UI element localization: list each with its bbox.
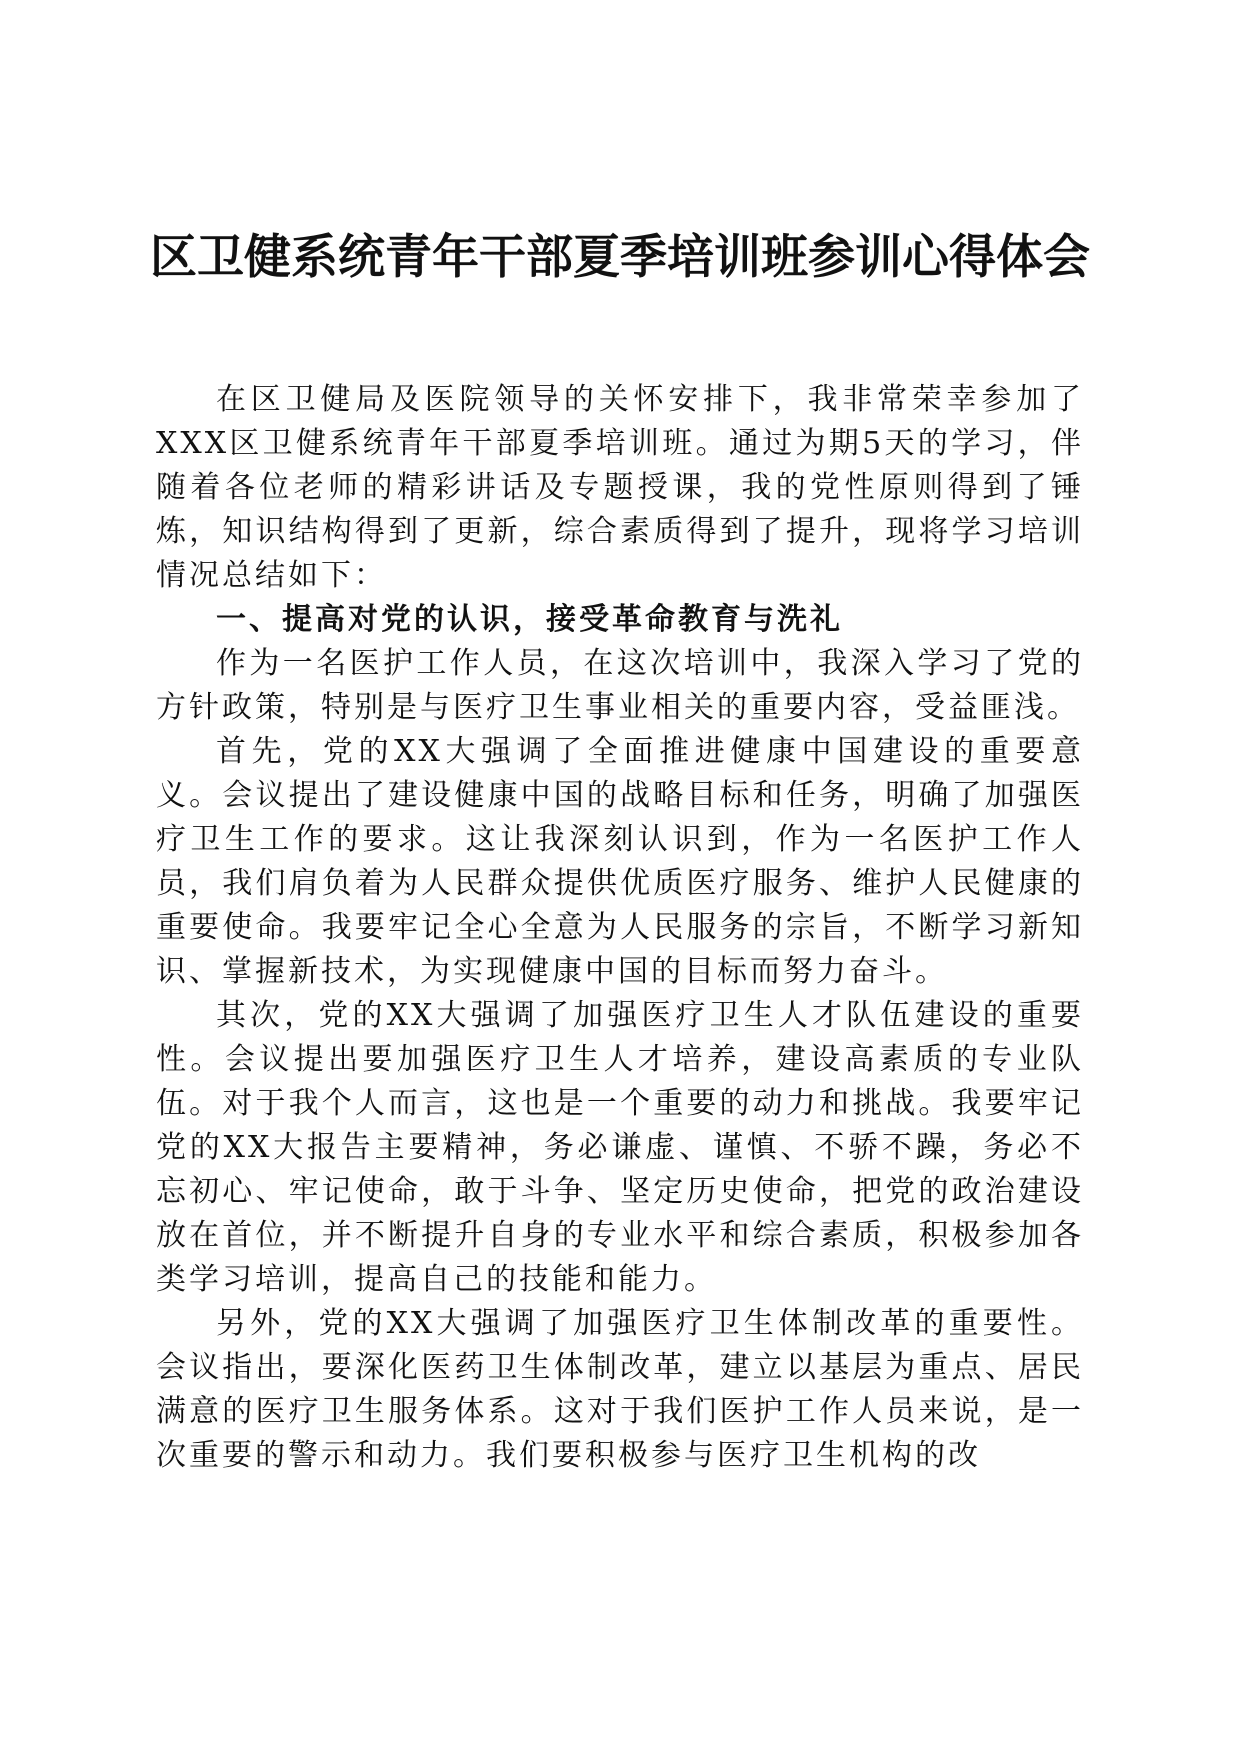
body-paragraph-4: 另外，党的XX大强调了加强医疗卫生体制改革的重要性。会议指出，要深化医药卫生体制改革，建立以基层为重点、居民满意的医疗卫生服务体系。这对于我们医护工作人员来说，是一次重要的警示和动力。我们要积极参与医疗卫生机构的改 [156,1306,1084,1473]
body-paragraph-2: 首先，党的XX大强调了全面推进健康中国建设的重要意义。会议提出了建设健康中国的战略目标和任务，明确了加强医疗卫生工作的要求。这让我深刻认识到，作为一名医护工作人员，我们肩负着为人民群众提供优质医疗服务、维护人民健康的重要使命。我要牢记全心全意为人民服务的宗旨，不断学习新知识、掌握新技术，为实现健康中国的目标而努力奋斗。 [156,734,1084,989]
section-heading-1: 一、提高对党的认识，接受革命教育与洗礼 [216,602,843,637]
body-paragraph-1: 作为一名医护工作人员，在这次培训中，我深入学习了党的方针政策，特别是与医疗卫生事业相关的重要内容，受益匪浅。 [156,646,1084,725]
document-title: 区卫健系统青年干部夏季培训班参训心得体会 [150,230,1090,285]
body-paragraph-3: 其次，党的XX大强调了加强医疗卫生人才队伍建设的重要性。会议提出要加强医疗卫生人才培养，建设高素质的专业队伍。对于我个人而言，这也是一个重要的动力和挑战。我要牢记党的XX大报告主要精神，务必谦虚、谨慎、不骄不躁，务必不忘初心、牢记使命，敢于斗争、坚定历史使命，把党的政治建设放在首位，并不断提升自身的专业水平和综合素质，积极参加各类学习培训，提高自己的技能和能力。 [156,998,1084,1297]
intro-paragraph: 在区卫健局及医院领导的关怀安排下，我非常荣幸参加了XXX区卫健系统青年干部夏季培训班。通过为期5天的学习，伴随着各位老师的精彩讲话及专题授课，我的党性原则得到了锤炼，知识结构得到了更新，综合素质得到了提升，现将学习培训情况总结如下： [156,382,1084,593]
document-body [156,378,1084,1478]
